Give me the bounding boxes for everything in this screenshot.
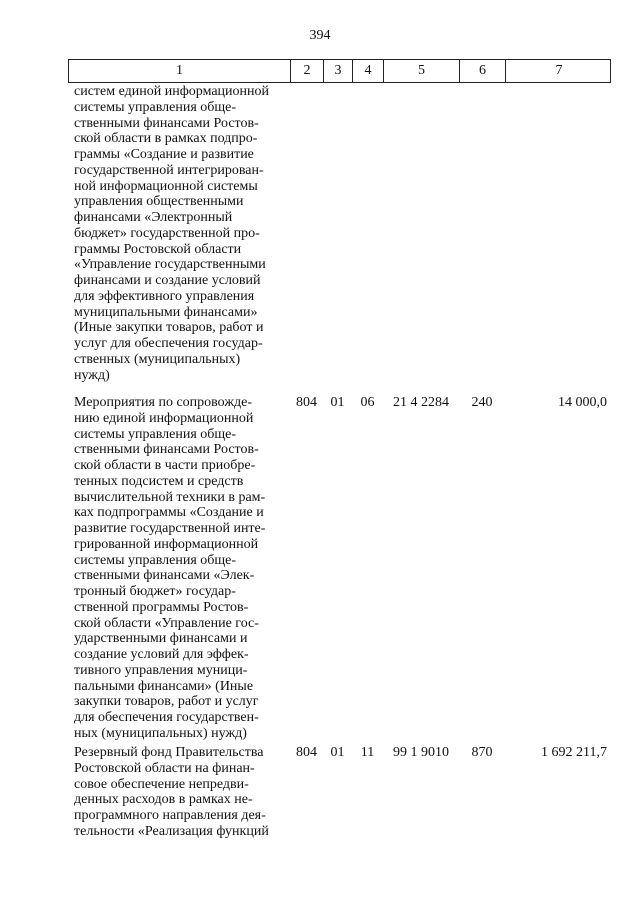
column-header: 4 xyxy=(353,60,384,82)
table-header-row xyxy=(68,59,611,83)
section-code: 01 xyxy=(330,745,345,760)
ministry-code: 804 xyxy=(296,745,317,760)
table-row xyxy=(68,84,611,383)
column-header: 1 xyxy=(69,60,291,82)
target-article-code: 21 4 2284 xyxy=(393,395,449,410)
column-header: 6 xyxy=(460,60,506,82)
budget-table xyxy=(68,59,611,839)
target-article-code xyxy=(383,84,459,383)
section-code: 01 xyxy=(330,395,345,410)
ministry-code xyxy=(290,84,323,383)
table-row xyxy=(68,745,611,840)
target-article-code: 99 1 9010 xyxy=(393,745,449,760)
subsection-code: 06 xyxy=(360,395,375,410)
table-row xyxy=(68,395,611,742)
row-description: Мероприятия по сопровожде- нию единой информационной системы управления обще- ственными финансами Ростов- ской области в части приобре- тенных подсистем и средств вычислительной техники в рам- ках подпрограммы «Создание и развитие государственной инте- грированной информационной системы управления обще- ственными финансами «Элек- тронный бюджет» государ- ственной программы Ростов- ской области «Управление гос- ударственными финансами и создание условий для эффек- тивного управления муници- пальными финансами» (Иные закупки товаров, работ и услуг для обеспечения государствен- ных (муниципальных) нужд) xyxy=(74,395,266,741)
subsection-code xyxy=(352,84,383,383)
expense-type-code: 240 xyxy=(471,395,493,410)
expense-type-code xyxy=(459,84,505,383)
subsection-code: 11 xyxy=(360,745,375,760)
column-header: 5 xyxy=(384,60,460,82)
row-description: систем единой информационной системы управления обще- ственными финансами Ростов- ской области в рамках подпро- граммы «Создание и развитие государственной интегрирован- ной информационной системы управления общественными финансами «Электронный бюджет» государственной про- граммы Ростовской области «Управление государственными финансами и создание условий для эффективного управления муниципальными финансами» (Иные закупки товаров, работ и услуг для обеспечения государ- ственных (муниципальных) нужд) xyxy=(74,84,270,383)
amount: 14 000,0 xyxy=(558,395,607,410)
ministry-code: 804 xyxy=(296,395,317,410)
amount: 1 692 211,7 xyxy=(541,745,607,760)
page-number: 394 xyxy=(309,28,331,43)
amount xyxy=(505,84,611,383)
expense-type-code: 870 xyxy=(471,745,493,760)
column-header: 3 xyxy=(324,60,353,82)
column-header: 2 xyxy=(291,60,324,82)
row-description: Резервный фонд Правительства Ростовской области на финан- совое обеспечение непредви- денных расходов в рамках не- программного направления дея- тельности «Реализация функций xyxy=(74,745,269,839)
column-header: 7 xyxy=(555,63,563,78)
section-code xyxy=(323,84,352,383)
